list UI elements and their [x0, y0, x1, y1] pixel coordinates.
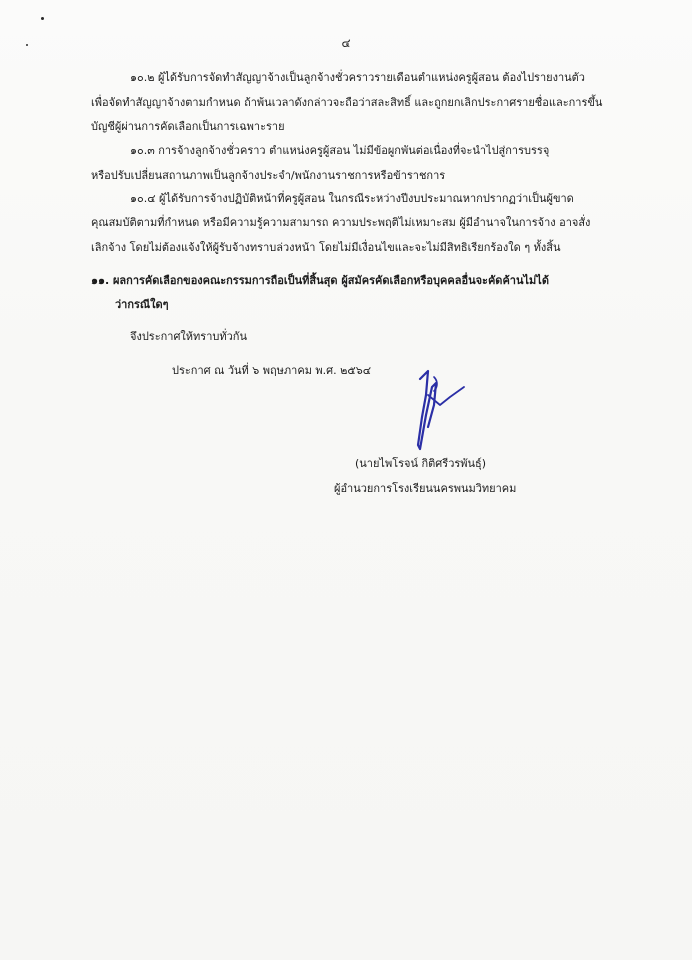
- clause-10-3-line-2: หรือปรับเปลี่ยนสถานภาพเป็นลูกจ้างประจำ/พนักงานราชการหรือข้าราชการ: [91, 169, 446, 182]
- signatory-position: ผู้อำนวยการโรงเรียนนครพนมวิทยาคม: [334, 482, 517, 495]
- clause-10-2-line-2: เพื่อจัดทำสัญญาจ้างตามกำหนด ถ้าพ้นเวลาดังกล่าวจะถือว่าสละสิทธิ์ และถูกยกเลิกประกาศรายชื่อและการขึ้น: [91, 96, 603, 109]
- page-number: ๔: [341, 36, 351, 50]
- clause-11-line-1: ๑๑. ผลการคัดเลือกของคณะกรรมการถือเป็นที่สิ้นสุด ผู้สมัครคัดเลือกหรือบุคคลอื่นจะคัดค้านไม่ได้: [91, 274, 549, 287]
- clause-10-2-line-3: บัญชีผู้ผ่านการคัดเลือกเป็นการเฉพาะราย: [91, 120, 285, 133]
- clause-10-4-line-2: คุณสมบัติตามที่กำหนด หรือมีความรู้ความสามารถ ความประพฤติไม่เหมาะสม ผู้มีอำนาจในการจ้าง อาจสั่ง: [91, 216, 591, 229]
- announcement-text: จึงประกาศให้ทราบทั่วกัน: [130, 330, 247, 343]
- clause-10-4-line-3: เลิกจ้าง โดยไม่ต้องแจ้งให้ผู้รับจ้างทราบล่วงหน้า โดยไม่มีเงื่อนไขและจะไม่มีสิทธิเรียกร้องใด ๆ ทั้งสิ้น: [91, 241, 561, 254]
- signatory-name: (นายไพโรจน์ กิติศรีวรพันธุ์): [355, 457, 487, 470]
- clause-10-2-line-1: ๑๐.๒ ผู้ได้รับการจัดทำสัญญาจ้างเป็นลูกจ้างชั่วคราวรายเดือนตำแหน่งครูผู้สอน ต้องไปรายงานตัว: [130, 71, 585, 84]
- clause-11-line-2: ว่ากรณีใดๆ: [115, 298, 169, 311]
- handwritten-signature: [398, 365, 478, 455]
- announcement-date: ประกาศ ณ วันที่ ๖ พฤษภาคม พ.ศ. ๒๕๖๔: [172, 364, 372, 377]
- clause-10-3-line-1: ๑๐.๓ การจ้างลูกจ้างชั่วคราว ตำแหน่งครูผู้สอน ไม่มีข้อผูกพันต่อเนื่องที่จะนำไปสู่การบรรจุ: [130, 144, 550, 157]
- paper-speck: [41, 17, 44, 20]
- clause-10-4-line-1: ๑๐.๔ ผู้ได้รับการจ้างปฏิบัติหน้าที่ครูผู้สอน ในกรณีระหว่างปีงบประมาณหากปรากฏว่าเป็นผู้ขาด: [130, 192, 574, 205]
